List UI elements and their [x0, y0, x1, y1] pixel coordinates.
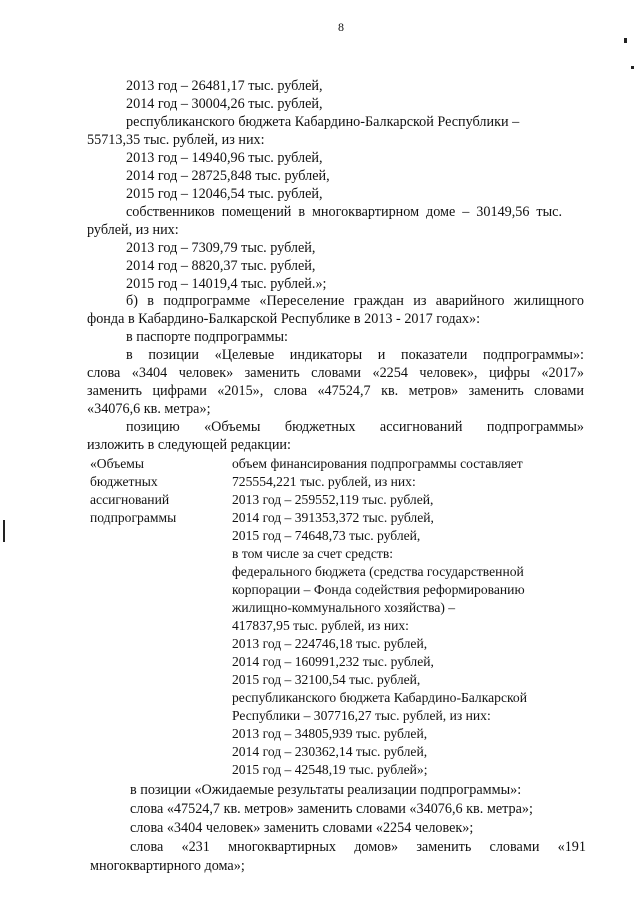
text-line: республиканского бюджета Кабардино-Балкарской Республики –: [126, 114, 520, 130]
text-line: 2014 год – 8820,37 тыс. рублей,: [126, 258, 316, 274]
text-line: слова «3404 человек» заменить словами «2254 человек»;: [130, 820, 474, 836]
table-value-line: жилищно-коммунального хозяйства) –: [232, 600, 456, 615]
table-value-line: 2015 год – 32100,54 тыс. рублей,: [232, 672, 421, 687]
text-line: рублей, из них:: [87, 222, 179, 238]
table-value-line: 2014 год – 230362,14 тыс. рублей,: [232, 744, 428, 759]
table-value-line: объем финансирования подпрограммы составляет: [232, 456, 523, 471]
page-number: 8: [338, 20, 344, 34]
table-label-line: бюджетных: [90, 474, 158, 489]
text-line: в позиции «Целевые индикаторы и показатели подпрограммы»:: [126, 347, 584, 363]
table-label-line: подпрограммы: [90, 510, 177, 525]
table-value-line: 2014 год – 160991,232 тыс. рублей,: [232, 654, 434, 669]
table-value-line: 2013 год – 224746,18 тыс. рублей,: [232, 636, 428, 651]
text-line: 55713,35 тыс. рублей, из них:: [87, 132, 265, 148]
table-value-line: Республики – 307716,27 тыс. рублей, из них:: [232, 708, 491, 723]
table-value-line: федерального бюджета (средства государственной: [232, 564, 524, 579]
scan-mark: [631, 66, 634, 69]
text-line: фонда в Кабардино-Балкарской Республике в 2013 - 2017 годах»:: [87, 311, 481, 327]
table-value-line: 2013 год – 259552,119 тыс. рублей,: [232, 492, 434, 507]
text-line: слова «231 многоквартирных домов» заменить словами «191: [130, 839, 586, 855]
table-label-line: ассигнований: [90, 492, 170, 507]
table-value-line: в том числе за счет средств:: [232, 546, 394, 561]
table-value-line: 2014 год – 391353,372 тыс. рублей,: [232, 510, 434, 525]
text-line: многоквартирного дома»;: [90, 858, 245, 874]
text-line: слова «3404 человек» заменить словами «2254 человек», цифры «2017»: [87, 365, 584, 381]
text-line: собственников помещений в многоквартирном доме – 30149,56 тыс.: [126, 204, 562, 220]
table-label-line: «Объемы: [90, 456, 144, 471]
table-value-line: 2013 год – 34805,939 тыс. рублей,: [232, 726, 428, 741]
text-line: 2015 год – 14019,4 тыс. рублей.»;: [126, 276, 327, 292]
text-line: «34076,6 кв. метра»;: [87, 401, 211, 417]
text-line: 2015 год – 12046,54 тыс. рублей,: [126, 186, 323, 202]
table-value-line: 725554,221 тыс. рублей, из них:: [232, 474, 416, 489]
table-value-line: 417837,95 тыс. рублей, из них:: [232, 618, 409, 633]
text-line: заменить цифрами «2015», слова «47524,7 кв. метров» заменить словами: [87, 383, 584, 399]
text-line: 2013 год – 26481,17 тыс. рублей,: [126, 78, 323, 94]
table-value-line: 2015 год – 42548,19 тыс. рублей»;: [232, 762, 428, 777]
scan-mark: [3, 520, 5, 542]
text-line: 2014 год – 30004,26 тыс. рублей,: [126, 96, 323, 112]
text-line: в позиции «Ожидаемые результаты реализации подпрограммы»:: [130, 782, 522, 798]
text-line: 2013 год – 14940,96 тыс. рублей,: [126, 150, 323, 166]
text-line: в паспорте подпрограммы:: [126, 329, 288, 345]
text-line: позицию «Объемы бюджетных ассигнований подпрограммы»: [126, 419, 584, 435]
table-value-line: 2015 год – 74648,73 тыс. рублей,: [232, 528, 421, 543]
text-line: 2014 год – 28725,848 тыс. рублей,: [126, 168, 330, 184]
table-value-line: республиканского бюджета Кабардино-Балкарской: [232, 690, 527, 705]
table-value-line: корпорации – Фонда содействия реформированию: [232, 582, 525, 597]
text-line: б) в подпрограмме «Переселение граждан из аварийного жилищного: [126, 293, 584, 309]
scan-mark: [624, 38, 627, 43]
text-line: изложить в следующей редакции:: [87, 437, 291, 453]
text-line: слова «47524,7 кв. метров» заменить словами «34076,6 кв. метра»;: [130, 801, 533, 817]
text-line: 2013 год – 7309,79 тыс. рублей,: [126, 240, 316, 256]
